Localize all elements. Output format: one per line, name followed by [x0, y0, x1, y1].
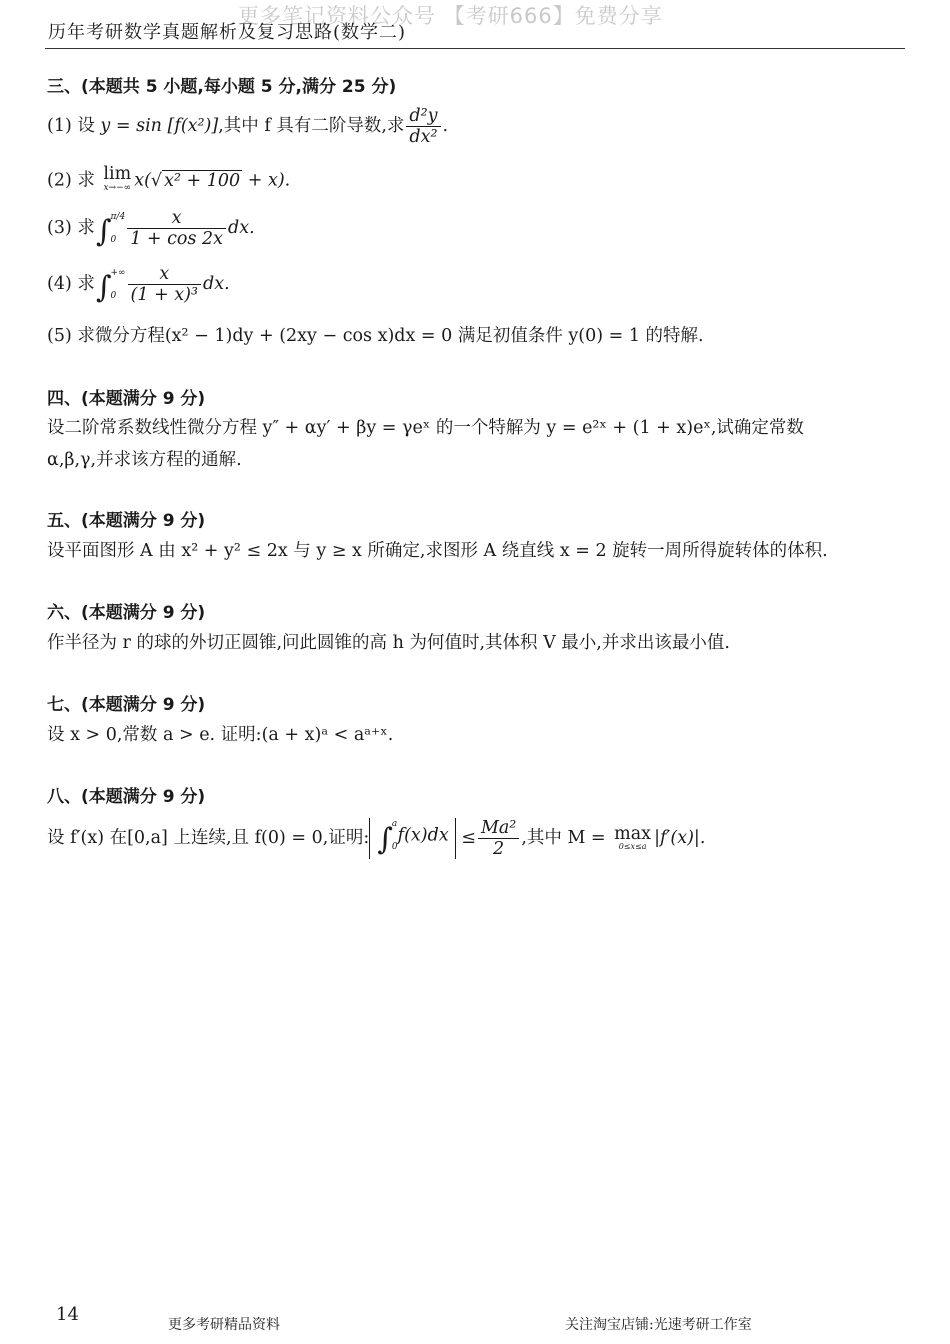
- s8-int-upper: a: [391, 819, 398, 830]
- s8-max: [614, 823, 652, 852]
- s8-max-label: max: [614, 823, 652, 844]
- footer-left-text: 更多考研精品资料: [168, 1317, 280, 1333]
- s8-integrand: f(x)dx: [397, 825, 449, 846]
- question-3-4: [47, 264, 230, 305]
- section-6-line-1: 作半径为 r 的球的外切正圆锥,问此圆锥的高 h 为何值时,其体积 V 最小,并求出该最小值.: [47, 633, 730, 653]
- q4-limits: [111, 269, 126, 301]
- s8-le: ≤: [461, 828, 476, 849]
- q3-lower: 0: [110, 234, 117, 245]
- q1-num: d²y: [406, 106, 440, 127]
- q2-end: + x).: [242, 170, 291, 191]
- section-5-title: 五、(本题满分 9 分): [47, 511, 206, 531]
- page-header-title: 历年考研数学真题解析及复习思路(数学二): [48, 22, 407, 43]
- q3-upper: π/4: [110, 211, 126, 222]
- footer-right-text: 关注淘宝店铺:光速考研工作室: [565, 1317, 752, 1333]
- s8-absolute-integral: [369, 818, 455, 859]
- q1-mid: ,其中 f 具有二阶导数,求: [218, 116, 405, 137]
- q2-lim: lim: [103, 164, 132, 184]
- q2-lim-sub: x→−∞: [103, 182, 132, 193]
- section-4-title: 四、(本题满分 9 分): [47, 389, 206, 409]
- section-4-line-1: 设二阶常系数线性微分方程 y″ + αy′ + βy = γeˣ 的一个特解为 y = e²ˣ + (1 + x)eˣ,试确定常数: [47, 418, 804, 438]
- q2-radicand: x² + 100: [164, 170, 241, 191]
- q2-pre: (2) 求: [47, 170, 101, 191]
- s8-num: Ma²: [478, 818, 519, 839]
- q4-pre: (4) 求: [47, 274, 95, 295]
- q4-end: dx.: [203, 274, 230, 295]
- question-3-5: (5) 求微分方程(x² − 1)dy + (2xy − cos x)dx = 0 满足初值条件 y(0) = 1 的特解.: [47, 326, 704, 346]
- header-rule: [45, 48, 905, 49]
- watermark: 更多笔记资料公众号 【考研666】免费分享: [238, 4, 663, 28]
- section-3-title: 三、(本题共 5 小题,每小题 5 分,满分 25 分): [47, 77, 397, 97]
- q4-den: (1 + x)³: [130, 285, 199, 306]
- s8-mid: ,其中 M =: [521, 828, 612, 849]
- q1-fraction: [406, 106, 440, 147]
- integral-sign: ∫: [95, 214, 112, 250]
- q3-limits: [111, 213, 126, 245]
- section-8-line-1: [47, 818, 705, 859]
- q2-x: x(: [134, 170, 151, 191]
- q3-end: dx.: [228, 218, 255, 239]
- section-7-line-1: 设 x > 0,常数 a > e. 证明:(a + x)ᵃ < aᵃ⁺ˣ.: [47, 725, 394, 745]
- s8-fraction: [478, 818, 519, 859]
- section-6-title: 六、(本题满分 9 分): [47, 603, 206, 623]
- q3-fraction: [127, 208, 226, 249]
- q3-num: x: [127, 208, 226, 229]
- q3-den: 1 + cos 2x: [130, 229, 223, 250]
- s8-pre: 设 f′(x) 在[0,a] 上连续,且 f(0) = 0,证明:: [47, 828, 370, 849]
- q1-formula: y = sin [f(x²)]: [100, 116, 219, 137]
- integral-sign: ∫: [95, 270, 112, 306]
- q4-fraction: [128, 264, 201, 305]
- s8-den: 2: [493, 839, 505, 860]
- s8-end: |f′(x)|.: [654, 828, 706, 849]
- q1-end: .: [442, 116, 449, 137]
- q4-upper: +∞: [110, 267, 126, 278]
- q1-den: dx²: [409, 127, 438, 148]
- section-5-line-1: 设平面图形 A 由 x² + y² ≤ 2x 与 y ≥ x 所确定,求图形 A 绕直线 x = 2 旋转一周所得旋转体的体积.: [47, 541, 828, 561]
- q2-limit: [103, 166, 131, 193]
- q4-lower: 0: [110, 290, 117, 301]
- page-number: 14: [56, 1304, 79, 1325]
- q3-pre: (3) 求: [47, 218, 95, 239]
- s8-int-lower: 0: [391, 842, 398, 853]
- question-3-3: [47, 208, 255, 249]
- integral-sign: ∫: [377, 821, 393, 857]
- section-7-title: 七、(本题满分 9 分): [47, 695, 206, 715]
- section-4-line-2: α,β,γ,并求该方程的通解.: [47, 450, 242, 470]
- q2-sqrt: √ x² + 100: [150, 170, 241, 191]
- q1-pre: (1) 设: [47, 116, 101, 137]
- question-3-1: [47, 106, 448, 147]
- q4-num: x: [128, 264, 201, 285]
- section-8-title: 八、(本题满分 9 分): [47, 787, 206, 807]
- question-3-2: [47, 166, 290, 193]
- s8-max-sub: 0≤x≤a: [618, 842, 647, 852]
